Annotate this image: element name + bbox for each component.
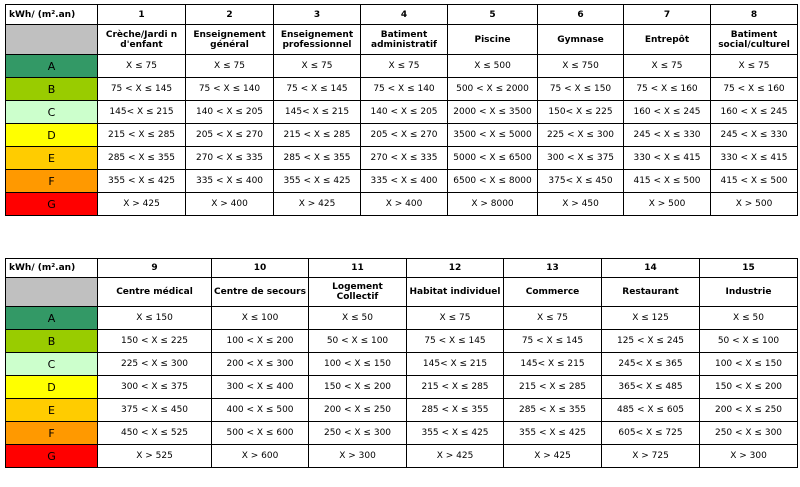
threshold-cell: 285 < X ≤ 355 <box>504 399 602 422</box>
energy-class-label: A <box>6 55 98 78</box>
column-number: 5 <box>448 5 538 25</box>
threshold-cell: 75 < X ≤ 160 <box>711 78 798 101</box>
threshold-cell: 285 < X ≤ 355 <box>274 147 361 170</box>
building-type-header: Batiment administratif <box>361 25 448 55</box>
energy-class-row-d <box>6 124 798 147</box>
threshold-cell: 285 < X ≤ 355 <box>407 399 504 422</box>
threshold-cell: 200 < X ≤ 250 <box>700 399 798 422</box>
energy-class-row-e <box>6 399 798 422</box>
building-type-header: Habitat individuel <box>407 278 504 307</box>
threshold-cell: 245< X ≤ 365 <box>602 353 700 376</box>
threshold-cell: X ≤ 75 <box>361 55 448 78</box>
energy-class-row-f <box>6 170 798 193</box>
corner-cell <box>6 25 98 55</box>
threshold-cell: 150 < X ≤ 225 <box>98 330 212 353</box>
threshold-cell: 160 < X ≤ 245 <box>711 101 798 124</box>
threshold-cell: 500 < X ≤ 600 <box>212 422 309 445</box>
threshold-cell: 3500 < X ≤ 5000 <box>448 124 538 147</box>
threshold-cell: X > 500 <box>624 193 711 216</box>
column-number: 6 <box>538 5 624 25</box>
threshold-cell: 225 < X ≤ 300 <box>538 124 624 147</box>
threshold-cell: X > 425 <box>407 445 504 468</box>
threshold-cell: 150< X ≤ 225 <box>538 101 624 124</box>
threshold-cell: 335 < X ≤ 400 <box>361 170 448 193</box>
threshold-cell: 415 < X ≤ 500 <box>711 170 798 193</box>
energy-class-row-d <box>6 376 798 399</box>
threshold-cell: 250 < X ≤ 300 <box>700 422 798 445</box>
column-number: 4 <box>361 5 448 25</box>
threshold-cell: 75 < X ≤ 145 <box>98 78 186 101</box>
threshold-cell: 145< X ≤ 215 <box>98 101 186 124</box>
threshold-cell: X ≤ 75 <box>407 307 504 330</box>
threshold-cell: X ≤ 500 <box>448 55 538 78</box>
threshold-cell: 335 < X ≤ 400 <box>186 170 274 193</box>
energy-class-label: E <box>6 147 98 170</box>
threshold-cell: X > 525 <box>98 445 212 468</box>
energy-class-row-f <box>6 422 798 445</box>
threshold-cell: 145< X ≤ 215 <box>274 101 361 124</box>
column-number: 3 <box>274 5 361 25</box>
threshold-cell: X ≤ 50 <box>309 307 407 330</box>
column-number: 14 <box>602 259 700 278</box>
column-number: 15 <box>700 259 798 278</box>
threshold-cell: 270 < X ≤ 335 <box>361 147 448 170</box>
building-type-header: Centre de secours <box>212 278 309 307</box>
column-number: 9 <box>98 259 212 278</box>
threshold-cell: 355 < X ≤ 425 <box>274 170 361 193</box>
threshold-cell: X > 450 <box>538 193 624 216</box>
threshold-cell: 375 < X ≤ 450 <box>98 399 212 422</box>
threshold-cell: 5000 < X ≤ 6500 <box>448 147 538 170</box>
energy-class-row-b <box>6 78 798 101</box>
threshold-cell: X > 400 <box>361 193 448 216</box>
threshold-cell: X ≤ 75 <box>98 55 186 78</box>
energy-class-label: F <box>6 170 98 193</box>
threshold-cell: 100 < X ≤ 150 <box>309 353 407 376</box>
threshold-cell: 415 < X ≤ 500 <box>624 170 711 193</box>
threshold-cell: X > 500 <box>711 193 798 216</box>
building-type-header: Crèche/Jardi n d'enfant <box>98 25 186 55</box>
threshold-cell: 215 < X ≤ 285 <box>504 376 602 399</box>
column-number: 12 <box>407 259 504 278</box>
threshold-cell: 200 < X ≤ 250 <box>309 399 407 422</box>
threshold-cell: 215 < X ≤ 285 <box>98 124 186 147</box>
threshold-cell: 75 < X ≤ 150 <box>538 78 624 101</box>
energy-class-label: B <box>6 330 98 353</box>
threshold-cell: 450 < X ≤ 525 <box>98 422 212 445</box>
energy-class-row-a <box>6 55 798 78</box>
threshold-cell: 75 < X ≤ 140 <box>186 78 274 101</box>
energy-class-label: G <box>6 445 98 468</box>
threshold-cell: 75 < X ≤ 145 <box>407 330 504 353</box>
building-type-header: Piscine <box>448 25 538 55</box>
unit-label: kWh/ (m².an) <box>6 5 98 25</box>
energy-class-row-g <box>6 445 798 468</box>
building-type-header: Centre médical <box>98 278 212 307</box>
threshold-cell: 50 < X ≤ 100 <box>700 330 798 353</box>
column-number: 13 <box>504 259 602 278</box>
energy-class-label: F <box>6 422 98 445</box>
threshold-cell: X > 425 <box>504 445 602 468</box>
building-type-header: Restaurant <box>602 278 700 307</box>
threshold-cell: 145< X ≤ 215 <box>504 353 602 376</box>
threshold-cell: 50 < X ≤ 100 <box>309 330 407 353</box>
threshold-cell: X ≤ 75 <box>624 55 711 78</box>
threshold-cell: 330 < X ≤ 415 <box>624 147 711 170</box>
threshold-cell: 205 < X ≤ 270 <box>361 124 448 147</box>
threshold-cell: X ≤ 75 <box>186 55 274 78</box>
threshold-cell: 225 < X ≤ 300 <box>98 353 212 376</box>
building-type-header: Logement Collectif <box>309 278 407 307</box>
building-type-header: Enseignement professionnel <box>274 25 361 55</box>
threshold-cell: 205 < X ≤ 270 <box>186 124 274 147</box>
threshold-cell: X ≤ 75 <box>711 55 798 78</box>
threshold-cell: 160 < X ≤ 245 <box>624 101 711 124</box>
threshold-cell: 215 < X ≤ 285 <box>274 124 361 147</box>
energy-class-label: C <box>6 101 98 124</box>
threshold-cell: X ≤ 100 <box>212 307 309 330</box>
threshold-cell: 270 < X ≤ 335 <box>186 147 274 170</box>
threshold-cell: X > 425 <box>98 193 186 216</box>
energy-class-row-g <box>6 193 798 216</box>
table-1-number-row <box>6 5 798 25</box>
threshold-cell: 75 < X ≤ 145 <box>504 330 602 353</box>
threshold-cell: 300 < X ≤ 375 <box>538 147 624 170</box>
threshold-cell: 140 < X ≤ 205 <box>186 101 274 124</box>
energy-class-label: C <box>6 353 98 376</box>
energy-class-row-a <box>6 307 798 330</box>
threshold-cell: 145< X ≤ 215 <box>407 353 504 376</box>
threshold-cell: X ≤ 150 <box>98 307 212 330</box>
threshold-cell: 355 < X ≤ 425 <box>98 170 186 193</box>
threshold-cell: X ≤ 125 <box>602 307 700 330</box>
building-type-header: Entrepôt <box>624 25 711 55</box>
energy-class-label: D <box>6 376 98 399</box>
threshold-cell: 245 < X ≤ 330 <box>624 124 711 147</box>
threshold-cell: 285 < X ≤ 355 <box>98 147 186 170</box>
column-number: 8 <box>711 5 798 25</box>
threshold-cell: 485 < X ≤ 605 <box>602 399 700 422</box>
building-type-header: Industrie <box>700 278 798 307</box>
table-2-number-row <box>6 259 798 278</box>
table-1-name-row <box>6 25 798 55</box>
building-type-header: Gymnase <box>538 25 624 55</box>
energy-class-row-c <box>6 101 798 124</box>
threshold-cell: 365< X ≤ 485 <box>602 376 700 399</box>
threshold-cell: X ≤ 750 <box>538 55 624 78</box>
threshold-cell: 250 < X ≤ 300 <box>309 422 407 445</box>
threshold-cell: 355 < X ≤ 425 <box>407 422 504 445</box>
threshold-cell: X > 8000 <box>448 193 538 216</box>
energy-class-table-1 <box>5 4 798 216</box>
threshold-cell: 100 < X ≤ 200 <box>212 330 309 353</box>
unit-label: kWh/ (m².an) <box>6 259 98 278</box>
threshold-cell: 245 < X ≤ 330 <box>711 124 798 147</box>
column-number: 7 <box>624 5 711 25</box>
threshold-cell: 300 < X ≤ 400 <box>212 376 309 399</box>
threshold-cell: X > 300 <box>309 445 407 468</box>
table-2-name-row <box>6 278 798 307</box>
threshold-cell: X ≤ 75 <box>274 55 361 78</box>
threshold-cell: 140 < X ≤ 205 <box>361 101 448 124</box>
energy-class-label: D <box>6 124 98 147</box>
energy-class-label: B <box>6 78 98 101</box>
threshold-cell: X ≤ 50 <box>700 307 798 330</box>
energy-class-row-b <box>6 330 798 353</box>
threshold-cell: X > 600 <box>212 445 309 468</box>
building-type-header: Enseignement général <box>186 25 274 55</box>
energy-class-label: G <box>6 193 98 216</box>
threshold-cell: 400 < X ≤ 500 <box>212 399 309 422</box>
threshold-cell: 75 < X ≤ 160 <box>624 78 711 101</box>
building-type-header: Commerce <box>504 278 602 307</box>
threshold-cell: 215 < X ≤ 285 <box>407 376 504 399</box>
threshold-cell: 500 < X ≤ 2000 <box>448 78 538 101</box>
building-type-header: Batiment social/culturel <box>711 25 798 55</box>
column-number: 1 <box>98 5 186 25</box>
threshold-cell: X > 400 <box>186 193 274 216</box>
energy-class-row-e <box>6 147 798 170</box>
energy-class-table-2 <box>5 258 798 468</box>
column-number: 10 <box>212 259 309 278</box>
threshold-cell: 355 < X ≤ 425 <box>504 422 602 445</box>
threshold-cell: X > 425 <box>274 193 361 216</box>
threshold-cell: X > 300 <box>700 445 798 468</box>
threshold-cell: 150 < X ≤ 200 <box>700 376 798 399</box>
energy-class-label: E <box>6 399 98 422</box>
threshold-cell: 375< X ≤ 450 <box>538 170 624 193</box>
threshold-cell: 125 < X ≤ 245 <box>602 330 700 353</box>
threshold-cell: 100 < X ≤ 150 <box>700 353 798 376</box>
threshold-cell: 6500 < X ≤ 8000 <box>448 170 538 193</box>
threshold-cell: 75 < X ≤ 145 <box>274 78 361 101</box>
threshold-cell: X ≤ 75 <box>504 307 602 330</box>
threshold-cell: X > 725 <box>602 445 700 468</box>
column-number: 2 <box>186 5 274 25</box>
energy-class-row-c <box>6 353 798 376</box>
column-number: 11 <box>309 259 407 278</box>
threshold-cell: 330 < X ≤ 415 <box>711 147 798 170</box>
threshold-cell: 300 < X ≤ 375 <box>98 376 212 399</box>
corner-cell <box>6 278 98 307</box>
threshold-cell: 150 < X ≤ 200 <box>309 376 407 399</box>
threshold-cell: 200 < X ≤ 300 <box>212 353 309 376</box>
threshold-cell: 75 < X ≤ 140 <box>361 78 448 101</box>
energy-class-label: A <box>6 307 98 330</box>
threshold-cell: 605< X ≤ 725 <box>602 422 700 445</box>
threshold-cell: 2000 < X ≤ 3500 <box>448 101 538 124</box>
